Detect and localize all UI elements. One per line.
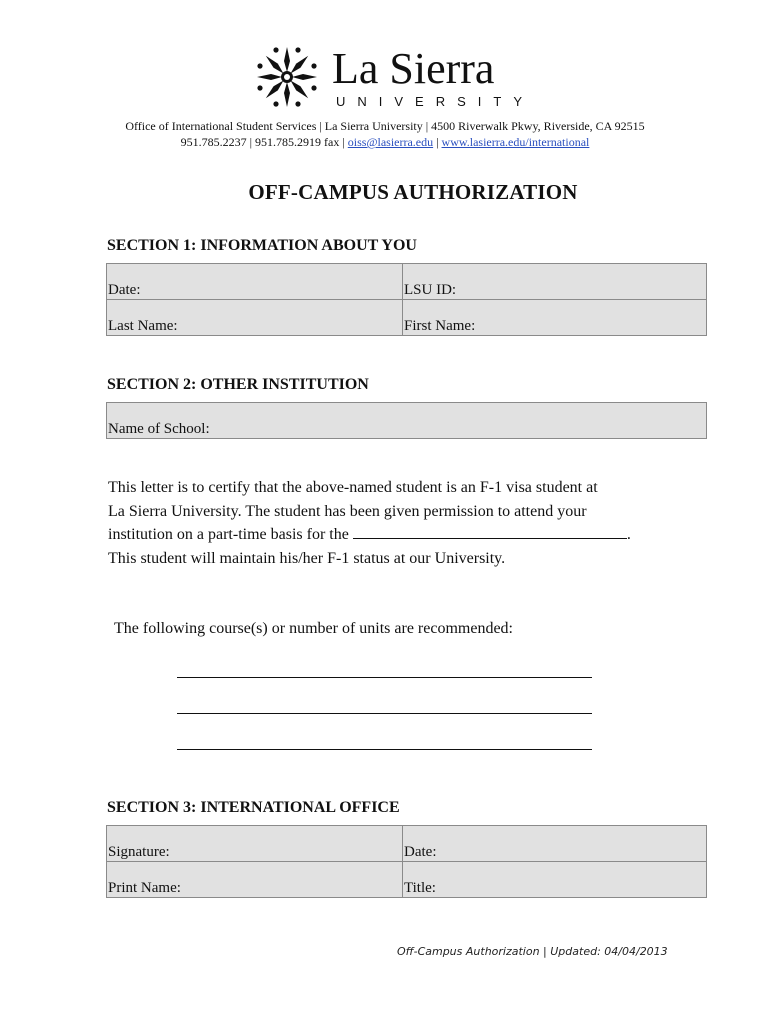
university-subtitle: UNIVERSITY <box>336 94 535 109</box>
section-3-heading: SECTION 3: INTERNATIONAL OFFICE <box>107 799 400 816</box>
contact-separator: | <box>436 135 439 149</box>
title-field[interactable]: Title: <box>403 862 707 898</box>
office-address: Office of International Student Services | La Sierra University | 4500 Riverwalk Pkwy, Riverside, CA 92515 <box>125 119 645 133</box>
certification-line-3-end: . <box>626 526 631 543</box>
lsu-id-field[interactable]: LSU ID: <box>403 264 707 300</box>
university-name: La Sierra <box>332 44 495 93</box>
course-blank-line-1[interactable] <box>177 677 592 678</box>
office-date-field[interactable]: Date: <box>403 826 707 862</box>
certification-paragraph <box>108 476 728 570</box>
section-2-fields <box>106 402 707 439</box>
form-title: OFF-CAMPUS AUTHORIZATION <box>248 180 578 204</box>
website-link[interactable]: www.lasierra.edu/international <box>441 135 590 149</box>
section-2-heading: SECTION 2: OTHER INSTITUTION <box>107 376 369 393</box>
course-blank-line-3[interactable] <box>177 749 592 750</box>
school-name-field[interactable]: Name of School: <box>107 403 707 439</box>
course-blank-line-2[interactable] <box>177 713 592 714</box>
last-name-field[interactable]: Last Name: <box>107 300 403 336</box>
first-name-field[interactable]: First Name: <box>403 300 707 336</box>
phone-numbers: 951.785.2237 | 951.785.2919 fax | <box>180 135 345 149</box>
term-blank-line[interactable] <box>353 524 627 539</box>
section-3-fields <box>106 825 707 898</box>
signature-field[interactable]: Signature: <box>107 826 403 862</box>
university-logo <box>252 40 535 115</box>
certification-line-3 <box>108 523 728 547</box>
certification-line-2: La Sierra University. The student has been given permission to attend your <box>108 502 587 520</box>
certification-line-3-text: institution on a part-time basis for the <box>108 526 349 543</box>
footer-text: Off-Campus Authorization | Updated: 04/04/2013 <box>397 945 668 958</box>
certification-line-1: This letter is to certify that the above-named student is an F-1 visa student at <box>108 479 598 496</box>
recommendation-text: The following course(s) or number of units are recommended: <box>114 620 513 637</box>
date-field[interactable]: Date: <box>107 264 403 300</box>
print-name-field[interactable]: Print Name: <box>107 862 403 898</box>
contact-line <box>0 135 770 150</box>
certification-line-4: This student will maintain his/her F-1 status at our University. <box>108 549 506 567</box>
section-1-heading: SECTION 1: INFORMATION ABOUT YOU <box>107 237 417 254</box>
email-link[interactable]: oiss@lasierra.edu <box>347 135 434 149</box>
section-1-fields <box>106 263 707 336</box>
starburst-logo-icon <box>252 42 322 112</box>
